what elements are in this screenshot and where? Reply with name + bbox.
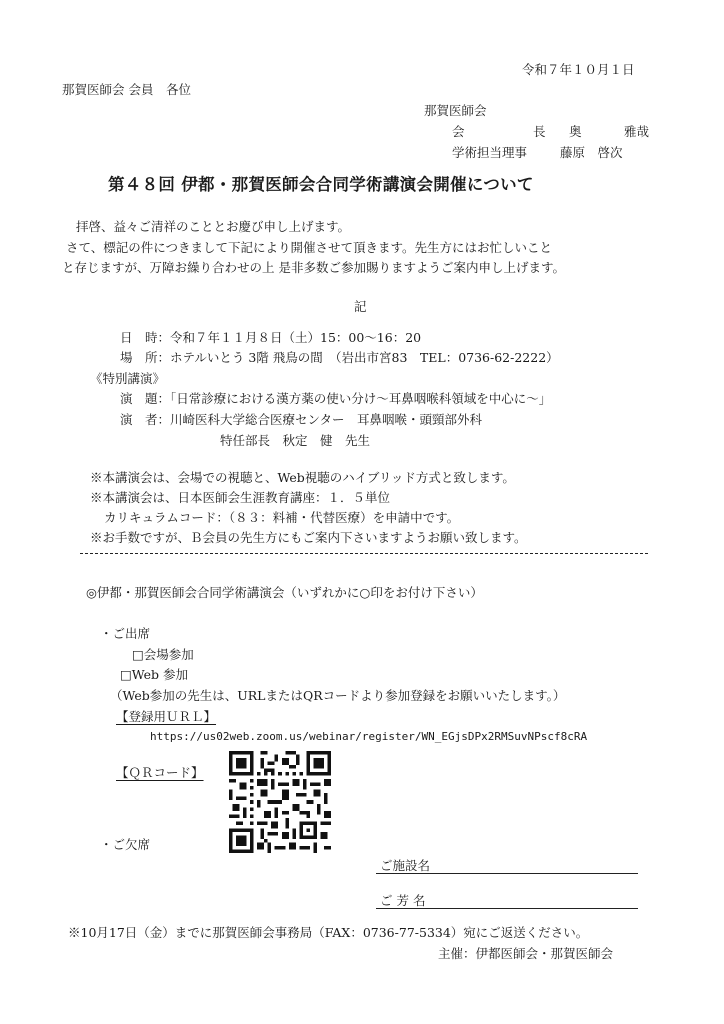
registration-url[interactable]: https://us02web.zoom.us/webinar/register/WN_EGjsDPx2RMSuvNPscf8cRA: [150, 730, 588, 743]
url-label: 【登録用ＵＲＬ】: [116, 709, 217, 724]
return-deadline: ※10月17日（金）までに那賀医師会事務局（FAX：0736-77-5334）宛にご返送ください。: [68, 925, 589, 940]
note-1: ※本講演会は、会場での視聴と、Web視聴のハイブリッド方式と致します。: [90, 470, 515, 485]
page-title: 第４８回 伊都・那賀医師会合同学術講演会開催について: [108, 175, 534, 194]
detail-datetime: 日 時：令和７年１１月８日（土）15：00～16：20: [120, 330, 422, 345]
form-heading: ◎伊都・那賀医師会合同学術講演会（いずれかに○印をお付け下さい）: [86, 585, 483, 600]
sender-president-role2: 長: [533, 124, 546, 139]
cut-line: [80, 553, 648, 554]
absent-label: ・ご欠席: [100, 837, 151, 852]
option-web-checkbox[interactable]: □Web 参加: [120, 667, 189, 682]
name-field[interactable]: [376, 908, 638, 909]
ki-heading: 記: [354, 299, 367, 314]
sender-director-role: 学術担当理事: [452, 145, 528, 160]
sender-org: 那賀医師会: [424, 103, 487, 118]
body-line-1: 拝啓、益々ご清祥のこととお慶び申し上げます。: [76, 219, 351, 234]
facility-label: ご施設名: [380, 858, 431, 873]
note-2: ※本講演会は、日本医師会生涯教育講座：１．５単位: [90, 490, 391, 505]
qr-label: 【ＱＲコード】: [116, 765, 204, 780]
name-label: ご 芳 名: [380, 893, 426, 908]
qr-code[interactable]: [229, 751, 331, 853]
body-line-2: さて、標記の件につきまして下記により開催させて頂きます。先生方にはお忙しいこと: [66, 240, 553, 255]
date: 令和７年１０月１日: [522, 62, 635, 77]
host: 主催：伊都医師会・那賀医師会: [438, 946, 614, 961]
facility-name-field[interactable]: [376, 873, 638, 874]
sender-director-name: 藤原 啓次: [560, 145, 623, 160]
body-line-3: と存じますが、万障お繰り合わせの上 是非多数ご参加賜りますようご案内申し上げます。: [62, 260, 565, 275]
sender-president-family: 奥: [569, 124, 582, 139]
detail-speaker-1: 演 者：川崎医科大学総合医療センター 耳鼻咽喉・頭頸部外科: [120, 412, 483, 427]
detail-venue: 場 所：ホテルいとう 3階 飛鳥の間 （岩出市宮83 TEL：0736-62-2222）: [120, 350, 559, 365]
detail-topic: 演 題：「日常診療における漢方薬の使い分け～耳鼻咽喉科領域を中心に～」: [120, 391, 552, 406]
sender-president-given: 雅哉: [624, 124, 650, 139]
option-venue-checkbox[interactable]: □会場参加: [132, 647, 194, 662]
web-note: （Web参加の先生は、URLまたはQRコードより参加登録をお願いいたします。）: [110, 688, 566, 703]
sender-president-role: 会: [452, 124, 465, 139]
special-lecture-label: 《特別講演》: [90, 371, 166, 386]
attend-label: ・ご出席: [100, 626, 151, 641]
note-3: カリキュラムコード：（８３：料補・代替医療）を申請中です。: [104, 510, 460, 525]
note-4: ※お手数ですが、Ｂ会員の先生方にもご案内下さいますようお願い致します。: [90, 530, 527, 545]
addressee: 那賀医師会 会員 各位: [62, 82, 191, 97]
detail-speaker-2: 特任部長 秋定 健 先生: [220, 433, 371, 448]
